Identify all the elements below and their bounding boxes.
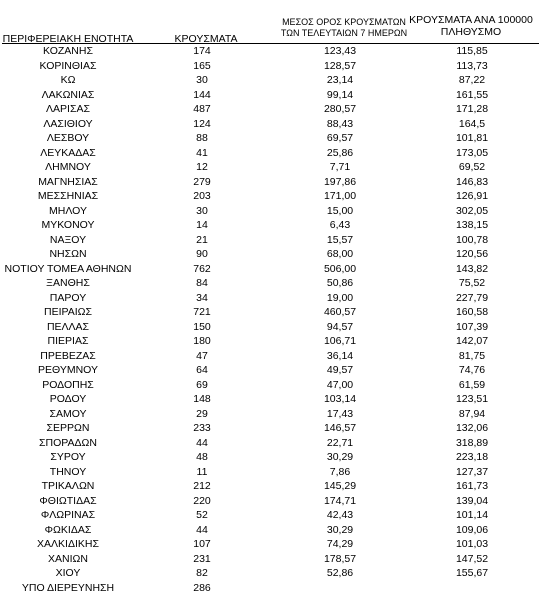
cases-cell: 88: [160, 131, 244, 146]
region-cell: ΠΙΕΡΙΑΣ: [0, 334, 136, 349]
region-cell: ΣΥΡΟΥ: [0, 450, 136, 465]
region-cell: ΚΟΡΙΝΘΙΑΣ: [0, 59, 136, 74]
cases-cell: 21: [160, 233, 244, 248]
cases-per-100000-cell: 115,85: [414, 44, 530, 59]
cases-cell: 14: [160, 218, 244, 233]
region-cell: ΝΗΣΩΝ: [0, 247, 136, 262]
cases-per-100000-cell: 164,5: [414, 117, 530, 132]
cases-cell: 148: [160, 392, 244, 407]
cases-per-100000-cell: 161,73: [414, 479, 530, 494]
cases-per-100000-cell: 227,79: [414, 291, 530, 306]
cases-per-100000-cell: 161,55: [414, 88, 530, 103]
seven-day-average-cell: 178,57: [280, 552, 400, 567]
region-cell: ΣΑΜΟΥ: [0, 407, 136, 422]
table-row: [0, 552, 541, 567]
header-region: ΠΕΡΙΦΕΡΕΙΑΚΗ ΕΝΟΤΗΤΑ: [0, 34, 136, 45]
cases-cell: 286: [160, 581, 244, 595]
cases-cell: 762: [160, 262, 244, 277]
region-cell: ΛΗΜΝΟΥ: [0, 160, 136, 175]
seven-day-average-cell: 15,00: [280, 204, 400, 219]
seven-day-average-cell: 6,43: [280, 218, 400, 233]
cases-cell: 203: [160, 189, 244, 204]
region-cell: ΧΙΟΥ: [0, 566, 136, 581]
cases-per-100000-cell: 107,39: [414, 320, 530, 335]
seven-day-average-cell: 49,57: [280, 363, 400, 378]
cases-per-100000-cell: 126,91: [414, 189, 530, 204]
region-cell: ΜΗΛΟΥ: [0, 204, 136, 219]
table-row: [0, 131, 541, 146]
region-cell: ΡΟΔΟΥ: [0, 392, 136, 407]
seven-day-average-cell: 36,14: [280, 349, 400, 364]
table-row: [0, 102, 541, 117]
seven-day-average-cell: 280,57: [280, 102, 400, 117]
table-row: [0, 117, 541, 132]
table-row: [0, 44, 541, 59]
table-row: [0, 247, 541, 262]
table-row: [0, 334, 541, 349]
cases-per-100000-cell: 223,18: [414, 450, 530, 465]
cases-cell: 180: [160, 334, 244, 349]
cases-per-100000-cell: 142,07: [414, 334, 530, 349]
cases-per-100000-cell: 318,89: [414, 436, 530, 451]
seven-day-average-cell: 145,29: [280, 479, 400, 494]
seven-day-average-cell: 7,86: [280, 465, 400, 480]
table-row: [0, 88, 541, 103]
cases-cell: 231: [160, 552, 244, 567]
seven-day-average-cell: 94,57: [280, 320, 400, 335]
table-row: [0, 436, 541, 451]
cases-cell: 44: [160, 523, 244, 538]
cases-per-100000-cell: 160,58: [414, 305, 530, 320]
cases-cell: 34: [160, 291, 244, 306]
table-row: [0, 378, 541, 393]
region-cell: ΠΑΡΟΥ: [0, 291, 136, 306]
region-cell: ΡΕΘΥΜΝΟΥ: [0, 363, 136, 378]
cases-per-100000-cell: 173,05: [414, 146, 530, 161]
table-body: [0, 44, 541, 595]
cases-per-100000-cell: 146,83: [414, 175, 530, 190]
region-cell: ΦΛΩΡΙΝΑΣ: [0, 508, 136, 523]
table-row: [0, 566, 541, 581]
table-row: [0, 392, 541, 407]
region-cell: ΜΑΓΝΗΣΙΑΣ: [0, 175, 136, 190]
region-cell: ΤΡΙΚΑΛΩΝ: [0, 479, 136, 494]
cases-cell: 82: [160, 566, 244, 581]
seven-day-average-cell: 174,71: [280, 494, 400, 509]
cases-per-100000-cell: 101,03: [414, 537, 530, 552]
region-cell: ΛΑΚΩΝΙΑΣ: [0, 88, 136, 103]
region-cell: ΝΑΞΟΥ: [0, 233, 136, 248]
table-row: [0, 160, 541, 175]
cases-cell: 124: [160, 117, 244, 132]
table-row: [0, 523, 541, 538]
cases-cell: 48: [160, 450, 244, 465]
region-cell: ΠΕΙΡΑΙΩΣ: [0, 305, 136, 320]
region-cell: ΧΑΝΙΩΝ: [0, 552, 136, 567]
cases-cell: 30: [160, 204, 244, 219]
cases-cell: 41: [160, 146, 244, 161]
cases-per-100000-cell: 87,94: [414, 407, 530, 422]
seven-day-average-cell: 103,14: [280, 392, 400, 407]
seven-day-average-cell: 23,14: [280, 73, 400, 88]
cases-per-100000-cell: 101,81: [414, 131, 530, 146]
seven-day-average-cell: 197,86: [280, 175, 400, 190]
region-cell: ΛΕΣΒΟΥ: [0, 131, 136, 146]
cases-cell: 69: [160, 378, 244, 393]
table-row: [0, 349, 541, 364]
cases-per-100000-cell: 109,06: [414, 523, 530, 538]
region-cell: ΝΟΤΙΟΥ ΤΟΜΕΑ ΑΘΗΝΩΝ: [0, 262, 136, 277]
cases-per-100000-cell: 138,15: [414, 218, 530, 233]
header-seven-day-average: [268, 17, 420, 39]
cases-per-100000-cell: 74,76: [414, 363, 530, 378]
region-cell: ΦΘΙΩΤΙΔΑΣ: [0, 494, 136, 509]
region-cell: ΛΑΣΙΘΙΟΥ: [0, 117, 136, 132]
seven-day-average-cell: 69,57: [280, 131, 400, 146]
table-row: [0, 508, 541, 523]
table-row: [0, 465, 541, 480]
cases-per-100000-cell: 81,75: [414, 349, 530, 364]
cases-cell: 487: [160, 102, 244, 117]
table-row: [0, 494, 541, 509]
cases-cell: 144: [160, 88, 244, 103]
cases-cell: 84: [160, 276, 244, 291]
seven-day-average-cell: 25,86: [280, 146, 400, 161]
seven-day-average-cell: 52,86: [280, 566, 400, 581]
table-row: [0, 305, 541, 320]
region-cell: ΧΑΛΚΙΔΙΚΗΣ: [0, 537, 136, 552]
table-row: [0, 262, 541, 277]
seven-day-average-cell: 506,00: [280, 262, 400, 277]
table-row: [0, 407, 541, 422]
table-row: [0, 320, 541, 335]
table-row: [0, 450, 541, 465]
cases-per-100000-cell: 69,52: [414, 160, 530, 175]
seven-day-average-cell: 106,71: [280, 334, 400, 349]
cases-per-100000-cell: 147,52: [414, 552, 530, 567]
cases-per-100000-cell: 100,78: [414, 233, 530, 248]
region-cell: ΜΥΚΟΝΟΥ: [0, 218, 136, 233]
header-per-line1: ΚΡΟΥΣΜΑΤΑ ΑΝΑ 100000: [401, 14, 541, 26]
cases-per-100000-cell: 120,56: [414, 247, 530, 262]
cases-per-100000-cell: 101,14: [414, 508, 530, 523]
cases-cell: 721: [160, 305, 244, 320]
seven-day-average-cell: 146,57: [280, 421, 400, 436]
seven-day-average-cell: 88,43: [280, 117, 400, 132]
cases-cell: 150: [160, 320, 244, 335]
table-row: [0, 59, 541, 74]
seven-day-average-cell: 19,00: [280, 291, 400, 306]
seven-day-average-cell: 460,57: [280, 305, 400, 320]
header-avg-line2: ΤΩΝ ΤΕΛΕΥΤΑΙΩΝ 7 ΗΜΕΡΩΝ: [268, 28, 420, 39]
header-per-line2: ΠΛΗΘΥΣΜΟ: [401, 26, 541, 38]
seven-day-average-cell: 47,00: [280, 378, 400, 393]
cases-per-100000-cell: 143,82: [414, 262, 530, 277]
seven-day-average-cell: 15,57: [280, 233, 400, 248]
cases-per-100000-cell: 171,28: [414, 102, 530, 117]
cases-cell: 64: [160, 363, 244, 378]
seven-day-average-cell: 30,29: [280, 523, 400, 538]
seven-day-average-cell: 50,86: [280, 276, 400, 291]
cases-cell: 29: [160, 407, 244, 422]
table-row: [0, 291, 541, 306]
header-avg-line1: ΜΕΣΟΣ ΟΡΟΣ ΚΡΟΥΣΜΑΤΩΝ: [268, 17, 420, 28]
region-cell: ΣΠΟΡΑΔΩΝ: [0, 436, 136, 451]
region-cell: ΦΩΚΙΔΑΣ: [0, 523, 136, 538]
seven-day-average-cell: 74,29: [280, 537, 400, 552]
region-cell: ΡΟΔΟΠΗΣ: [0, 378, 136, 393]
seven-day-average-cell: 68,00: [280, 247, 400, 262]
region-cell: ΛΑΡΙΣΑΣ: [0, 102, 136, 117]
region-cell: ΥΠΟ ΔΙΕΡΕΥΝΗΣΗ: [0, 581, 136, 595]
cases-cell: 47: [160, 349, 244, 364]
region-cell: ΚΩ: [0, 73, 136, 88]
region-cell: ΠΕΛΛΑΣ: [0, 320, 136, 335]
table-row: [0, 537, 541, 552]
seven-day-average-cell: 30,29: [280, 450, 400, 465]
cases-cell: 12: [160, 160, 244, 175]
table-row: [0, 276, 541, 291]
cases-per-100000-cell: 127,37: [414, 465, 530, 480]
cases-cell: 165: [160, 59, 244, 74]
seven-day-average-cell: 42,43: [280, 508, 400, 523]
cases-cell: 233: [160, 421, 244, 436]
cases-per-100000-cell: 113,73: [414, 59, 530, 74]
table-row: [0, 146, 541, 161]
seven-day-average-cell: 22,71: [280, 436, 400, 451]
table-row: [0, 175, 541, 190]
region-cell: ΚΟΖΑΝΗΣ: [0, 44, 136, 59]
table-row: [0, 218, 541, 233]
table-row: [0, 204, 541, 219]
cases-cell: 212: [160, 479, 244, 494]
cases-per-100000-cell: 61,59: [414, 378, 530, 393]
cases-cell: 174: [160, 44, 244, 59]
header-cases: ΚΡΟΥΣΜΑΤΑ: [160, 34, 252, 45]
region-cell: ΞΑΝΘΗΣ: [0, 276, 136, 291]
seven-day-average-cell: 17,43: [280, 407, 400, 422]
region-cell: ΣΕΡΡΩΝ: [0, 421, 136, 436]
cases-per-100000-cell: 139,04: [414, 494, 530, 509]
table-row: [0, 479, 541, 494]
seven-day-average-cell: 171,00: [280, 189, 400, 204]
cases-cell: 220: [160, 494, 244, 509]
region-cell: ΜΕΣΣΗΝΙΑΣ: [0, 189, 136, 204]
cases-cell: 107: [160, 537, 244, 552]
cases-per-100000-cell: 123,51: [414, 392, 530, 407]
region-cell: ΠΡΕΒΕΖΑΣ: [0, 349, 136, 364]
table-row: [0, 421, 541, 436]
seven-day-average-cell: 123,43: [280, 44, 400, 59]
table-row: [0, 233, 541, 248]
cases-cell: 90: [160, 247, 244, 262]
region-cell: ΤΗΝΟΥ: [0, 465, 136, 480]
cases-cell: 30: [160, 73, 244, 88]
cases-per-100000-cell: 155,67: [414, 566, 530, 581]
seven-day-average-cell: 99,14: [280, 88, 400, 103]
region-cell: ΛΕΥΚΑΔΑΣ: [0, 146, 136, 161]
seven-day-average-cell: 128,57: [280, 59, 400, 74]
cases-cell: 52: [160, 508, 244, 523]
cases-per-100000-cell: 75,52: [414, 276, 530, 291]
cases-cell: 44: [160, 436, 244, 451]
seven-day-average-cell: 7,71: [280, 160, 400, 175]
cases-per-100000-cell: 302,05: [414, 204, 530, 219]
table-row: [0, 73, 541, 88]
header-cases-per-100000: [401, 14, 541, 38]
cases-cell: 11: [160, 465, 244, 480]
cases-per-100000-cell: 132,06: [414, 421, 530, 436]
cases-per-100000-cell: 87,22: [414, 73, 530, 88]
table-row: [0, 189, 541, 204]
cases-cell: 279: [160, 175, 244, 190]
table-row: [0, 363, 541, 378]
